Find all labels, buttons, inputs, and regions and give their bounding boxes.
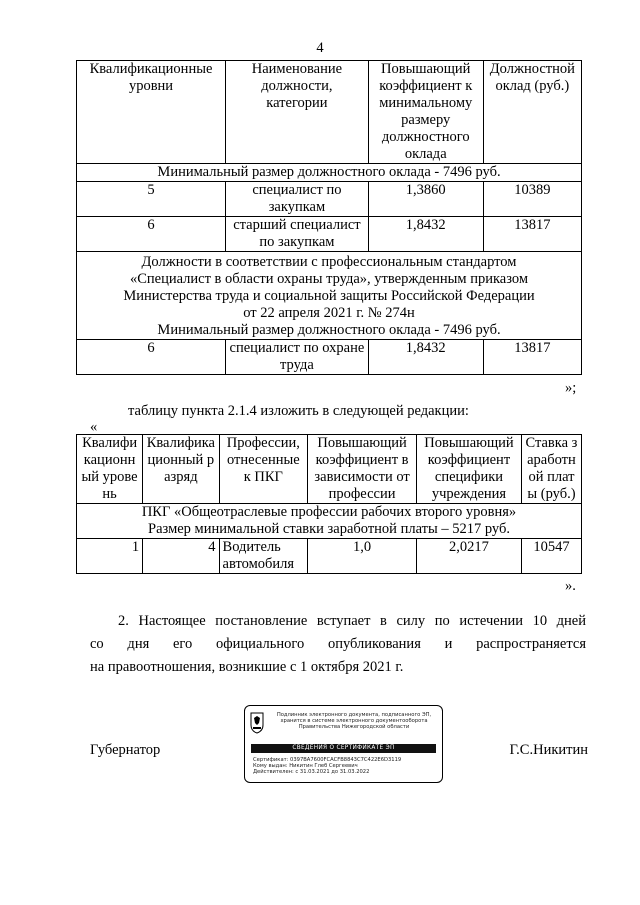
cell-position: специалист по закупкам xyxy=(226,182,369,217)
header-qual-grade: Квалификационный разряд xyxy=(143,435,219,504)
stamp-header-text: Подлинник электронного документа, подписанного ЭП, хранится в системе электронного документооборота Правительства Нижегородской области xyxy=(276,712,432,730)
opening-quote: « xyxy=(90,419,98,435)
closing-quote: »; xyxy=(565,380,577,396)
cell-grade: 4 xyxy=(143,539,219,574)
cell-level: 5 xyxy=(77,182,226,217)
cell-profession: Водитель автомобиля xyxy=(219,539,308,574)
cell-level: 6 xyxy=(77,340,226,375)
section-standard-description: Должности в соответствии с профессиональным стандартом «Специалист в области охраны труда», утвержденным приказом Министерства труда и социальной защиты Российской Федерации от 22 апреля 2021 г. № 274н xyxy=(123,254,535,321)
section-min-salary: Минимальный размер должностного оклада - 7496 руб. xyxy=(77,164,582,182)
signatory-title: Губернатор xyxy=(90,742,161,758)
header-professions: Профессии, отнесенные к ПКГ xyxy=(219,435,308,504)
cell-coefficient: 1,8432 xyxy=(368,340,483,375)
table-row xyxy=(77,340,582,375)
table-row xyxy=(77,182,582,217)
stamp-cert-validity: Действителен: с 31.03.2021 до 31.03.2022 xyxy=(253,769,370,775)
section-min-rate: Размер минимальной ставки заработной платы – 5217 руб. xyxy=(148,521,510,537)
cell-rate: 10547 xyxy=(521,539,581,574)
stamp-cert-number: Сертификат: 0397BA7600FCACFB8843C7C422E6D3119 xyxy=(253,757,402,763)
digital-signature-stamp xyxy=(244,705,443,783)
header-coefficient: Повышающий коэффициент к минимальному размеру должностного оклада xyxy=(368,61,483,164)
table-header-row xyxy=(77,61,582,164)
paragraph-line: со дня его официального опубликования и распространяется xyxy=(90,636,586,652)
table-header-row xyxy=(77,435,582,504)
page-number: 4 xyxy=(316,40,324,56)
header-position-name: Наименование должности, категории xyxy=(226,61,369,164)
header-salary: Должностной оклад (руб.) xyxy=(483,61,581,164)
table-row xyxy=(77,539,582,574)
cell-position: специалист по охране труда xyxy=(226,340,369,375)
section-row xyxy=(77,504,582,539)
header-coef-profession: Повышающий коэффициент в зависимости от профессии xyxy=(308,435,417,504)
section-pkg xyxy=(77,504,582,539)
paragraph-effective-date xyxy=(90,610,586,679)
section-standard-text xyxy=(77,252,582,340)
section-row xyxy=(77,252,582,340)
header-coef-institution: Повышающий коэффициент специфики учреждения xyxy=(417,435,522,504)
cell-level: 1 xyxy=(77,539,143,574)
intro-text: таблицу пункта 2.1.4 изложить в следующей редакции: xyxy=(128,403,469,419)
cell-coefficient: 1,3860 xyxy=(368,182,483,217)
paragraph-line: 2. Настоящее постановление вступает в силу по истечении 10 дней xyxy=(118,613,586,629)
section-row xyxy=(77,164,582,182)
workers-table xyxy=(76,434,582,574)
cell-coef-institution: 2,0217 xyxy=(417,539,522,574)
header-qual-level: Квалификационный уровень xyxy=(77,435,143,504)
closing-quote: ». xyxy=(565,578,576,594)
stamp-certificate-details xyxy=(253,757,438,775)
header-qual-levels: Квалификационные уровни xyxy=(77,61,226,164)
paragraph-line: на правоотношения, возникшие с 1 октября 2021 г. xyxy=(90,659,404,675)
signatory-name: Г.С.Никитин xyxy=(509,742,588,758)
cell-coef-profession: 1,0 xyxy=(308,539,417,574)
cell-salary: 13817 xyxy=(483,217,581,252)
table-row xyxy=(77,217,582,252)
cell-coefficient: 1,8432 xyxy=(368,217,483,252)
stamp-certificate-bar: СВЕДЕНИЯ О СЕРТИФИКАТЕ ЭП xyxy=(251,744,436,753)
stamp-cert-owner: Кому выдан: Никитин Глеб Сергеевич xyxy=(253,763,358,769)
cell-position: старший специалист по закупкам xyxy=(226,217,369,252)
cell-salary: 10389 xyxy=(483,182,581,217)
coat-of-arms-icon xyxy=(250,712,264,734)
section-pkg-title: ПКГ «Общеотраслевые профессии рабочих второго уровня» xyxy=(141,504,517,520)
positions-table xyxy=(76,60,582,375)
cell-salary: 13817 xyxy=(483,340,581,375)
header-rate: Ставка заработной платы (руб.) xyxy=(521,435,581,504)
section-min-salary: Минимальный размер должностного оклада - 7496 руб. xyxy=(157,322,501,338)
cell-level: 6 xyxy=(77,217,226,252)
